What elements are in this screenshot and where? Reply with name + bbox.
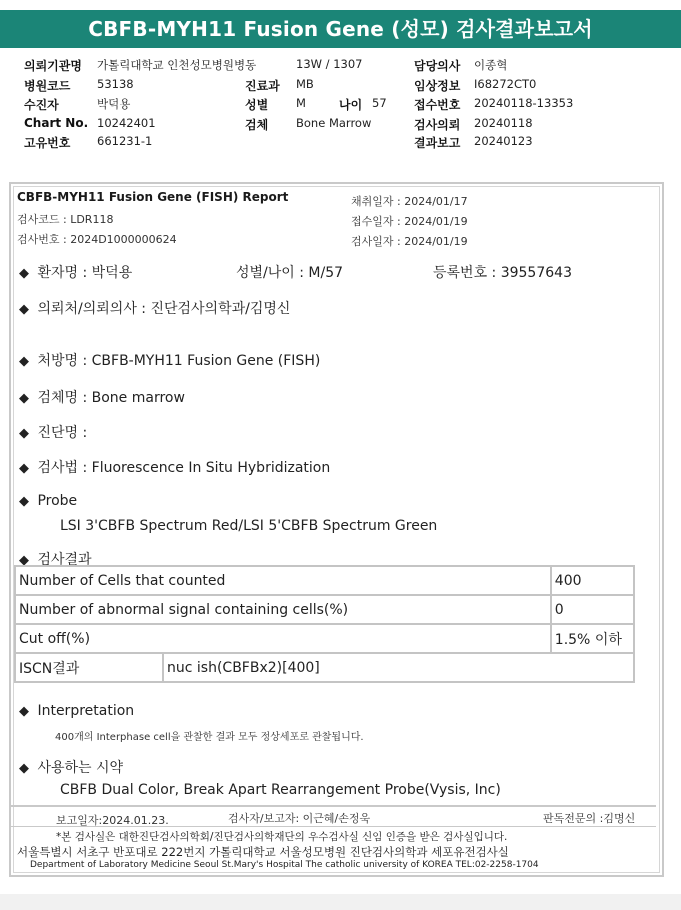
specimen-name: 검체명 : Bone marrow bbox=[37, 390, 185, 406]
age-label: 나이 bbox=[339, 98, 363, 112]
diamond-bullet-icon: ◆ bbox=[19, 391, 29, 406]
doctor-label: 담당의사 bbox=[414, 59, 461, 73]
diamond-bullet-icon: ◆ bbox=[19, 553, 29, 568]
doctor-value: 이종혁 bbox=[474, 58, 508, 72]
diamond-bullet-icon: ◆ bbox=[19, 426, 29, 441]
result-label-cell: Number of Cells that counted bbox=[15, 566, 551, 595]
certification-note: *본 검사실은 대한진단검사의학회/진단검사의학재단의 우수검사실 신임 인증을 받은 검사실입니다. bbox=[56, 831, 508, 843]
department-info: Department of Laboratory Medicine Seoul St.Mary's Hospital The catholic university of KOREA TEL:02-2258-1704 bbox=[30, 860, 539, 870]
registration-number: 등록번호 : 39557643 bbox=[433, 265, 572, 281]
reagent-label: 사용하는 시약 bbox=[37, 760, 124, 776]
referral: 의뢰처/의뢰의사 : 진단검사의학과/김명신 bbox=[37, 301, 291, 317]
clinical-info-value: I68272CT0 bbox=[474, 77, 537, 91]
specimen-value: Bone Marrow bbox=[296, 116, 372, 130]
examinee-value: 박덕용 bbox=[97, 97, 131, 111]
reporter: 검사자/보고자: 이근혜/손정욱 bbox=[228, 812, 371, 825]
results-table bbox=[14, 565, 635, 683]
receipt-no-label: 접수번호 bbox=[414, 98, 461, 112]
report-date: 보고일자:2024.01.23. bbox=[56, 814, 169, 827]
method: 검사법 : Fluorescence In Situ Hybridization bbox=[37, 460, 331, 476]
diamond-bullet-icon: ◆ bbox=[19, 354, 29, 369]
diamond-bullet-icon: ◆ bbox=[19, 761, 29, 776]
sex-label: 성별 bbox=[245, 98, 269, 112]
table-row bbox=[15, 624, 634, 653]
patient-name: 환자명 : 박덕용 bbox=[37, 265, 133, 281]
result-label-cell: Number of abnormal signal containing cells(%) bbox=[15, 595, 551, 624]
table-row bbox=[15, 653, 634, 682]
test-code: 검사코드 : LDR118 bbox=[17, 213, 114, 226]
institution-label: 의뢰기관명 bbox=[24, 59, 82, 73]
results-label: 검사결과 bbox=[37, 552, 92, 568]
order-name: 처방명 : CBFB-MYH11 Fusion Gene (FISH) bbox=[37, 353, 321, 369]
footer-divider bbox=[10, 826, 656, 827]
page-bottom-band bbox=[0, 894, 681, 910]
unique-no-value: 661231-1 bbox=[97, 134, 153, 148]
diamond-bullet-icon: ◆ bbox=[19, 704, 29, 719]
dept-value: MB bbox=[296, 77, 314, 91]
footer-divider bbox=[10, 805, 656, 807]
age-value: 57 bbox=[372, 96, 387, 110]
unique-no-label: 고유번호 bbox=[24, 136, 71, 150]
receipt-no-value: 20240118-13353 bbox=[474, 96, 574, 110]
result-report-label: 결과보고 bbox=[414, 136, 461, 150]
request-date-label: 검사의뢰 bbox=[414, 118, 461, 132]
sex-age: 성별/나이 : M/57 bbox=[236, 265, 344, 281]
result-value-cell: 400 bbox=[551, 566, 634, 595]
probe-row bbox=[19, 493, 77, 509]
clinical-info-label: 임상정보 bbox=[414, 79, 461, 93]
hospital-code-value: 53138 bbox=[97, 77, 134, 91]
report-title: CBFB-MYH11 Fusion Gene (FISH) Report bbox=[17, 190, 289, 204]
sex-value: M bbox=[296, 96, 306, 110]
probe-label: Probe bbox=[37, 493, 78, 509]
table-row bbox=[15, 566, 634, 595]
institution-value: 가톨릭대학교 인천성모병원병동 bbox=[97, 58, 257, 72]
report-title-bar: CBFB-MYH11 Fusion Gene (성모) 검사결과보고서 bbox=[0, 10, 681, 48]
specimen-row bbox=[19, 387, 185, 407]
chart-no-label: Chart No. bbox=[24, 116, 89, 130]
dept-label: 진료과 bbox=[245, 79, 280, 93]
referral-row bbox=[19, 298, 290, 318]
method-row bbox=[19, 457, 330, 477]
lab-address: 서울특별시 서초구 반포대로 222번지 가톨릭대학교 서울성모병원 진단검사의학과 세포유전검사실 bbox=[17, 845, 509, 859]
specimen-label: 검체 bbox=[245, 118, 269, 132]
request-date-value: 20240118 bbox=[474, 116, 533, 130]
interpretation-row bbox=[19, 703, 134, 719]
result-value-cell: 1.5% 이하 bbox=[551, 624, 634, 653]
specialist: 판독전문의 :김명신 bbox=[543, 812, 636, 825]
result-report-value: 20240123 bbox=[474, 134, 533, 148]
test-number: 검사번호 : 2024D1000000624 bbox=[17, 233, 177, 246]
tested-date: 검사일자 : 2024/01/19 bbox=[351, 235, 468, 248]
table-row bbox=[15, 595, 634, 624]
hospital-code-label: 병원코드 bbox=[24, 79, 71, 93]
diamond-bullet-icon: ◆ bbox=[19, 302, 29, 317]
order-row bbox=[19, 350, 320, 370]
interpretation-label: Interpretation bbox=[37, 703, 135, 719]
patient-name-row bbox=[19, 262, 132, 282]
result-value-cell: 0 bbox=[551, 595, 634, 624]
iscn-value-cell: nuc ish(CBFBx2)[400] bbox=[163, 653, 634, 682]
examinee-label: 수진자 bbox=[24, 98, 59, 112]
reagent-row bbox=[19, 757, 123, 777]
result-label-cell: Cut off(%) bbox=[15, 624, 551, 653]
reagent-value: CBFB Dual Color, Break Apart Rearrangement Probe(Vysis, Inc) bbox=[60, 782, 501, 798]
received-date: 접수일자 : 2024/01/19 bbox=[351, 215, 468, 228]
diamond-bullet-icon: ◆ bbox=[19, 266, 29, 281]
diamond-bullet-icon: ◆ bbox=[19, 461, 29, 476]
collected-date: 채취일자 : 2024/01/17 bbox=[351, 195, 468, 208]
chart-no-value: 10242401 bbox=[97, 116, 156, 130]
probe-value: LSI 3'CBFB Spectrum Red/LSI 5'CBFB Spectrum Green bbox=[60, 518, 438, 534]
diamond-bullet-icon: ◆ bbox=[19, 494, 29, 509]
diagnosis-row bbox=[19, 422, 87, 442]
ward-value: 13W / 1307 bbox=[296, 57, 363, 71]
interpretation-text: 400개의 Interphase cell을 관찰한 결과 모두 정상세포로 관찰됩니다. bbox=[55, 732, 364, 743]
diagnosis: 진단명 : bbox=[37, 425, 88, 441]
iscn-label-cell: ISCN결과 bbox=[15, 653, 163, 682]
